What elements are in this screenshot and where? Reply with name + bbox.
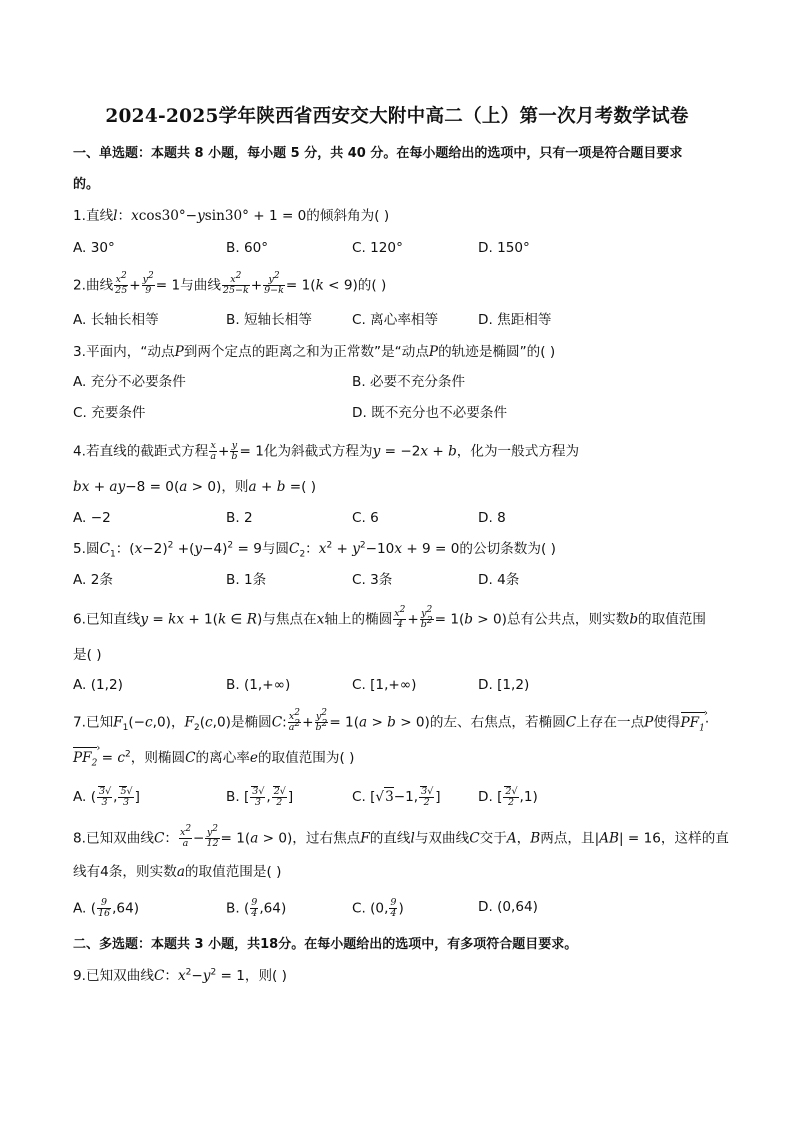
- question-1-option-c: C. 120°: [352, 240, 403, 256]
- question-5-option-d: D. 4条: [478, 572, 520, 588]
- question-4-stem-line-1: 4.若直线的截距式方程 $\frac{x}{a}$ + $\frac{y}{b}$ = 1化为斜截式方程为y = −2x + b，化为一般式方程为: [73, 440, 580, 462]
- question-4-option-b: B. 2: [226, 510, 253, 526]
- question-1-option-d: D. 150°: [478, 240, 530, 256]
- section-1-instructions-cont: 的。: [73, 177, 100, 192]
- question-7-option-b: B. [ $\frac{3√}{3}$ , $\frac{2√}{2}$ ]: [226, 786, 294, 808]
- question-1-option-a: A. 30°: [73, 240, 115, 256]
- question-3-option-a: A. 充分不必要条件: [73, 374, 186, 390]
- question-7-option-a: A. ( $\frac{3√}{3}$ , $\frac{5√}{3}$ ]: [73, 786, 140, 808]
- exam-title: 2024-2025学年陕西省西安交大附中高二（上）第一次月考数学试卷: [105, 106, 689, 127]
- question-3-option-c: C. 充要条件: [73, 405, 146, 421]
- question-5-stem: 5.圆$C_1$：$(x-2)^2 +(y-4)^2 = 9$与圆$C_2$：$x^2 + y^2-10x + 9 = 0$的公切条数为( ): [73, 540, 556, 560]
- question-4-option-c: C. 6: [352, 510, 379, 526]
- question-2-option-d: D. 焦距相等: [478, 312, 552, 328]
- section-2-instructions: 二、多选题：本题共 3 小题，共18分。在每小题给出的选项中，有多项符合题目要求。: [73, 937, 578, 952]
- question-6-option-a: A. (1,2): [73, 677, 123, 693]
- question-4-option-d: D. 8: [478, 510, 506, 526]
- question-2-option-b: B. 短轴长相等: [226, 312, 312, 328]
- question-2-option-c: C. 离心率相等: [352, 312, 439, 328]
- question-4-option-a: A. −2: [73, 510, 111, 526]
- question-5-option-b: B. 1条: [226, 572, 267, 588]
- question-2-stem: 2.曲线 $\frac{x^2}{25}$ + $\frac{y^2}{9}$ = 1与曲线 $\frac{x^2}{25-k}$ + $\frac{y^2}{9-k}$ = 1(k < 9)的( ): [73, 270, 387, 296]
- question-6-stem-line-1: 6.已知直线y = kx + 1(k ∈ R)与焦点在x轴上的椭圆 $\frac{x^2}{4}$ + $\frac{y^2}{b^2}$ = 1(b > 0)总有公共点，则实数b的取值范围: [73, 604, 706, 630]
- question-8-option-c: C. (0, $\frac{9}{4}$ ): [352, 897, 404, 919]
- question-8-stem-line-1: 8.已知双曲线C： $\frac{x^2}{a}$ − $\frac{y^2}{12}$ = 1(a > 0)，过右焦点F的直线l与双曲线C交于A，B两点，且|AB| = 16，这样的直: [73, 823, 729, 849]
- question-3-option-b: B. 必要不充分条件: [352, 374, 466, 390]
- question-8-option-d: D. (0,64): [478, 899, 538, 915]
- question-7-stem-line-2: $PF_2$ › = $c^2$，则椭圆C的离心率e的取值范围为( ): [73, 749, 354, 767]
- question-8-stem-line-2: 线有4条，则实数a的取值范围是( ): [73, 864, 282, 880]
- question-9-stem: 9.已知双曲线C：$x^2-y^2 = 1$，则( ): [73, 967, 287, 984]
- question-1-option-b: B. 60°: [226, 240, 269, 256]
- question-2-option-a: A. 长轴长相等: [73, 312, 159, 328]
- question-7-stem-line-1: 7.已知$F_1(-c,0)$，$F_2(c,0)$是椭圆C: $\frac{x^2}{a^2}$ + $\frac{y^2}{b^2}$ = 1(a > b > 0)的左、右焦点，若椭圆C上存在一点P使得$PF_1$ ›·: [73, 712, 709, 733]
- question-5-option-a: A. 2条: [73, 572, 113, 588]
- question-4-stem-line-2: bx + ay−8 = 0(a > 0)，则a + b =( ): [73, 479, 317, 495]
- question-1-stem: 1.直线l：xcos30°−ysin30° + 1 = 0的倾斜角为( ): [73, 208, 390, 224]
- question-7-option-c: C. [√3−1, $\frac{3√}{2}$ ]: [352, 786, 441, 808]
- section-1-instructions: 一、单选题：本题共 8 小题，每小题 5 分，共 40 分。在每小题给出的选项中，只有一项是符合题目要求: [73, 146, 683, 161]
- question-3-option-d: D. 既不充分也不必要条件: [352, 405, 508, 421]
- question-6-option-d: D. [1,2): [478, 677, 530, 693]
- question-6-option-c: C. [1,+∞): [352, 677, 417, 693]
- question-3-stem: 3.平面内，“动点P到两个定点的距离之和为正常数”是“动点P的轨迹是椭圆”的( ): [73, 344, 556, 360]
- question-7-option-d: D. [ $\frac{2√}{2}$ ,1): [478, 786, 538, 808]
- question-5-option-c: C. 3条: [352, 572, 393, 588]
- question-8-option-a: A. ( $\frac{9}{16}$ ,64): [73, 897, 140, 919]
- question-6-stem-line-2: 是( ): [73, 647, 102, 663]
- question-8-option-b: B. ( $\frac{9}{4}$ ,64): [226, 897, 287, 919]
- question-6-option-b: B. (1,+∞): [226, 677, 291, 693]
